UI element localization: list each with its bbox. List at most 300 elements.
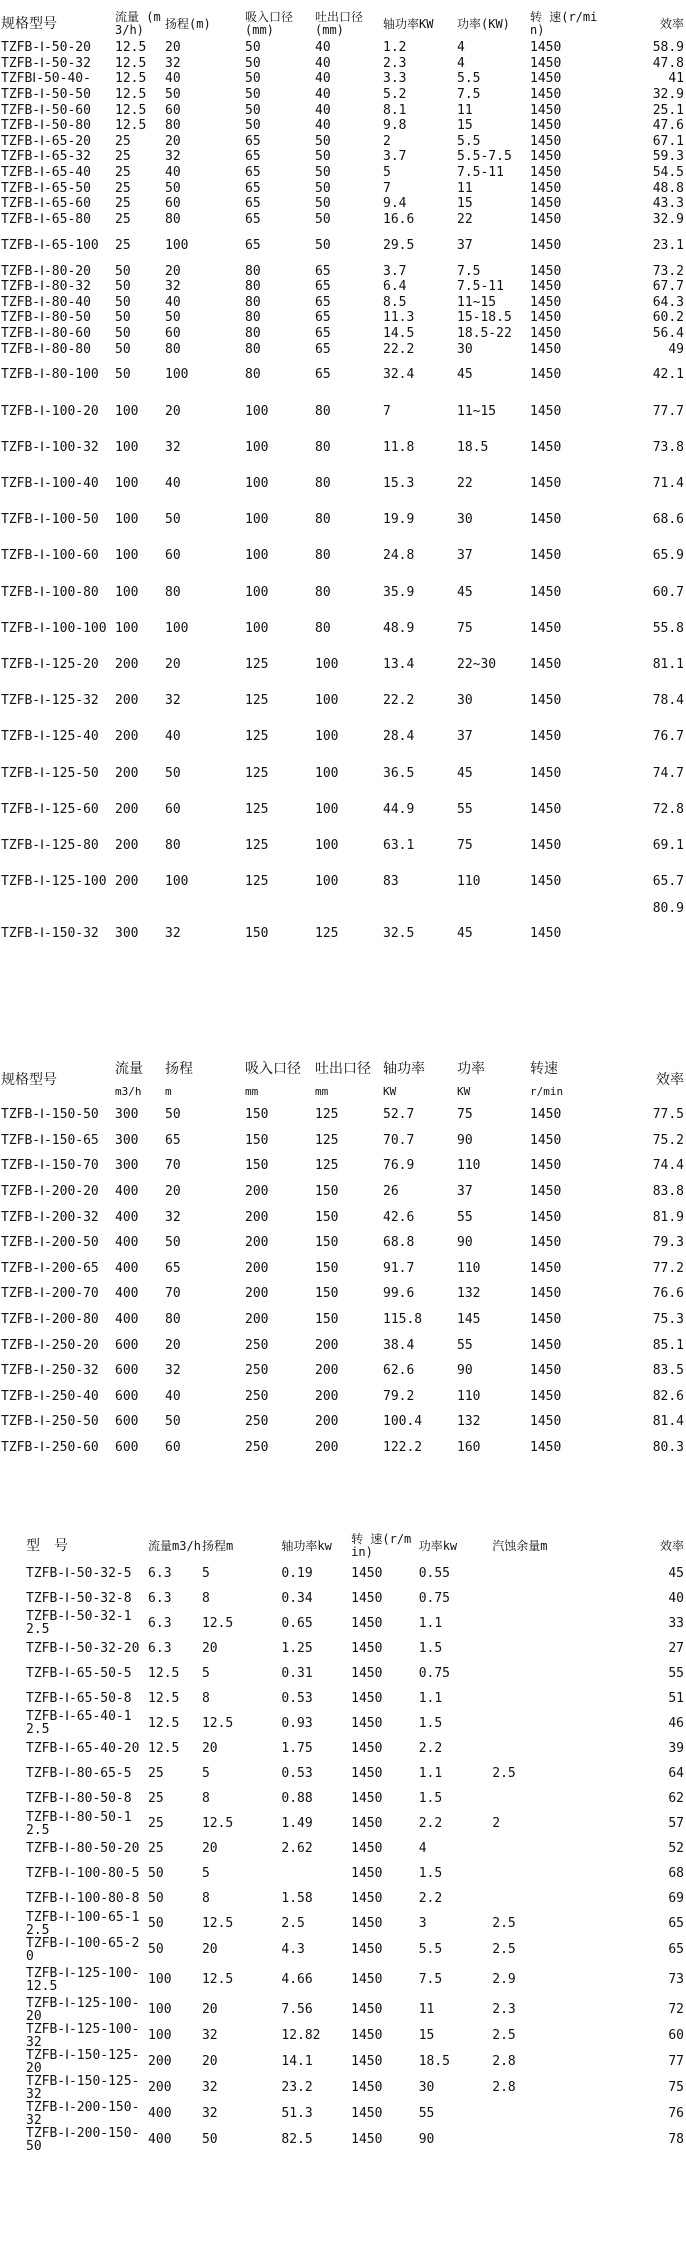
table-cell: 100 [148,2002,172,2018]
table-cell: TZFB-Ⅰ-150-65 [1,1132,99,1148]
table-cell: 20 [165,263,181,279]
table-row [0,1636,686,1661]
table-cell: 110 [457,1158,481,1174]
table-cell: 11 [457,102,473,118]
table-cell: TZFB-Ⅰ-150-70 [1,1158,99,1174]
table-cell [491,2101,564,2127]
header-flow: 流量 [115,1060,143,1077]
table-cell: 1450 [530,925,562,941]
table-cell: 65 [315,279,331,295]
table-cell: 0.31 [281,1665,313,1681]
table-cell: 32 [165,439,181,455]
table-cell: 57 [668,1816,684,1831]
table-cell: 83.8 [652,1184,684,1200]
table-cell: 50 [115,294,131,310]
table-cell: 4.3 [281,1942,305,1958]
table-cell: 3.3 [383,71,407,87]
table-cell: 150 [315,1235,339,1251]
table-cell: 90 [457,1132,473,1148]
table-cell: 1450 [530,279,562,295]
table-row [0,341,686,357]
table-cell: 2.9 [492,1972,516,1988]
header-head: 扬程 [165,1060,193,1077]
table-cell: 110 [457,1260,481,1276]
table-cell: 68.6 [652,512,684,528]
table-cell: 2.2 [418,1741,443,1757]
pump-spec-table-1 [0,8,686,949]
table-cell: TZFB-Ⅰ-50-60 [1,102,91,118]
table-cell: 12.5 [148,1715,180,1731]
table-row [0,1937,686,1963]
table-cell: 6.3 [148,1565,172,1581]
table-cell: TZFB-Ⅰ-50-32-5 [26,1565,132,1581]
table-cell: 24.8 [383,548,415,564]
table-cell: 115.8 [383,1312,423,1328]
table-row [0,2101,686,2127]
table-cell: 80 [245,310,261,326]
table-cell: 2.5 [492,1765,516,1781]
table-cell: 75 [457,1107,473,1123]
table-cell: 1450 [530,1388,562,1404]
table-cell: 52.7 [383,1107,415,1123]
table-cell: 200 [115,729,139,745]
table-cell: 100 [165,620,189,636]
table-cell: 200 [148,2080,172,2096]
table-cell: TZFB-Ⅰ-100-50 [1,512,99,528]
table-cell: 1450 [530,1363,562,1379]
header-head: 扬程(m) [165,16,211,31]
table-cell: 100 [315,656,339,672]
table-cell: 0.65 [281,1615,313,1631]
table-cell: 55 [457,801,473,817]
table-cell: 200 [115,874,139,890]
table-cell: 50 [165,765,181,781]
table-cell: 12.5 [115,55,147,71]
table-row [0,102,686,118]
table-cell: 16.6 [383,211,415,227]
table-cell: 1450 [530,149,562,165]
table-cell: 76.6 [652,1286,684,1302]
table-row [0,40,686,56]
table-cell: 50 [315,211,331,227]
header-inlet: 吸入口径 (mm) [245,10,294,37]
table-cell: 8 [201,1790,210,1806]
table-cell: 25 [115,133,131,149]
table-cell: 100 [148,2028,172,2044]
table-cell: 150 [315,1209,339,1225]
table-cell [491,1886,564,1911]
table-cell: 43.3 [652,196,684,212]
table-cell: TZFB-Ⅰ-250-50 [1,1414,99,1430]
table-cell: 600 [115,1388,139,1404]
table-cell: 40 [165,294,181,310]
table-cell [491,1786,564,1811]
table-cell: 76 [668,2106,684,2122]
table-cell: 125 [245,729,269,745]
table-cell: 400 [115,1209,139,1225]
table-cell: 200 [315,1388,339,1404]
table-cell: 132 [457,1414,481,1430]
table-cell: TZFB-Ⅰ-65-40-20 [26,1741,140,1757]
table-cell: TZFB-Ⅰ-100-65-20 [26,1936,140,1963]
table-cell: 50 [245,102,261,118]
table-cell: 62 [668,1790,684,1806]
table-cell: 50 [315,196,331,212]
table-cell: 12.5 [201,1972,234,1988]
table-cell: 50 [245,118,261,134]
table-cell: 80 [315,584,331,600]
table-cell: 20 [201,1942,218,1958]
table-cell: 1450 [530,325,562,341]
table-cell: 30 [418,2080,435,2096]
table-cell: 12.5 [148,1690,180,1706]
table-cell: 0.75 [418,1665,451,1681]
table-cell: 25 [148,1765,164,1781]
table-cell: 37 [457,548,473,564]
table-row [0,212,686,228]
header-power: 功率(KW) [457,16,510,31]
table-cell: 100 [115,620,139,636]
table-cell: 5 [201,1765,210,1781]
table-cell: 8.1 [383,102,407,118]
table-cell: 1.75 [281,1741,313,1757]
table-cell: 15 [418,2028,435,2044]
table-2-body [0,1058,686,1460]
table-cell: 1450 [530,294,562,310]
table-cell: 50 [115,263,131,279]
table-row [0,1230,686,1256]
table-cell: TZFBⅠ-50-40- [1,71,91,87]
table-cell: 65 [165,1260,181,1276]
table-cell: 1450 [351,2028,383,2044]
table-cell: 30 [457,693,473,709]
table-cell: 1.1 [418,1765,443,1781]
table-cell: 32 [201,2106,218,2122]
table-cell: 50 [315,237,331,253]
table-row [0,1686,686,1711]
table-cell: 80 [165,341,181,357]
table-cell: TZFB-Ⅰ-100-80 [1,584,99,600]
table-cell: 1450 [530,476,562,492]
table-cell: 91.7 [383,1260,415,1276]
table-cell: 250 [245,1363,269,1379]
table-cell: 67.1 [652,133,684,149]
table-cell: 50 [148,1866,164,1882]
table-cell: 50 [245,55,261,71]
header-model: 规格型号 [1,1071,57,1088]
table-cell: 600 [115,1414,139,1430]
table-row [0,1610,686,1636]
table-cell: 200 [315,1414,339,1430]
table-row [0,71,686,87]
table-cell: 50 [165,512,181,528]
table-cell: 100 [245,548,269,564]
table-cell: 20 [165,1337,181,1353]
table-cell: 2.2 [418,1816,443,1831]
table-cell: TZFB-Ⅰ-125-20 [1,656,99,672]
table-cell: 55.8 [652,620,684,636]
table-cell: 73.8 [652,439,684,455]
table-cell: 25 [115,211,131,227]
table-cell: 50 [315,133,331,149]
table-cell: 55 [457,1209,473,1225]
table-cell: 200 [115,656,139,672]
table-cell: 80 [315,476,331,492]
header-npsh: 汽蚀余量m [492,1538,548,1553]
table-cell: 32 [165,1209,181,1225]
table-cell: 40 [315,71,331,87]
table-cell: 80 [245,294,261,310]
table-cell: TZFB-Ⅰ-100-80-8 [26,1890,140,1906]
table-cell: TZFB-Ⅰ-80-100 [1,367,99,383]
table-cell: 81.9 [652,1209,684,1225]
table-cell: 50 [315,180,331,196]
table-row [0,1837,686,1862]
table-cell: TZFB-Ⅰ-125-80 [1,837,99,853]
table-cell: 18.5-22 [457,325,512,341]
table-cell: 80 [245,263,261,279]
table-cell: 1.49 [281,1816,313,1831]
table-cell: 0.75 [418,1590,451,1606]
table-row [0,827,686,863]
table-cell: 100 [115,476,139,492]
table-cell: 400 [148,2132,172,2148]
table-cell: 1450 [351,2132,383,2148]
table-cell: 200 [315,1337,339,1353]
table-cell: 13.4 [383,656,415,672]
table-cell: 400 [115,1184,139,1200]
table-cell: 200 [115,837,139,853]
table-cell: 30 [457,512,473,528]
table-header-row [0,8,686,40]
table-cell: TZFB-Ⅰ-100-100 [1,620,107,636]
table-cell: 20 [201,1841,218,1857]
table-cell: TZFB-Ⅰ-125-60 [1,801,99,817]
table-cell [529,900,607,918]
table-cell: 7.5-11 [457,279,504,295]
table-cell: 6.3 [148,1590,172,1606]
table-cell: 37 [457,237,473,253]
table-cell: 40 [315,40,331,56]
table-cell: 44.9 [383,801,415,817]
table-cell: 125 [315,1132,339,1148]
table-cell: TZFB-Ⅰ-65-32 [1,149,91,165]
table-cell: 1450 [530,1286,562,1302]
table-row [0,502,686,538]
table-cell: 150 [245,925,269,941]
table-cell [491,1736,564,1761]
table-cell: 1450 [351,1715,383,1731]
table-cell: 400 [148,2106,172,2122]
table-cell: 1450 [530,367,562,383]
table-cell: 15 [457,196,473,212]
table-cell: 55 [418,2106,435,2122]
table-cell: 15.3 [383,476,415,492]
table-row [0,1358,686,1384]
table-cell: 48.9 [383,620,415,636]
table-cell: 1450 [530,1312,562,1328]
table-cell: 12.5 [201,1615,234,1631]
table-cell: 400 [115,1286,139,1302]
table-cell: 0.55 [418,1565,451,1581]
table-cell: 1450 [530,1414,562,1430]
header-speed: 转 速(r/min) [351,1532,412,1559]
table-row [0,1997,686,2023]
table-cell: 1450 [351,1972,383,1988]
table-cell: 80 [245,367,261,383]
table-cell: TZFB-Ⅰ-200-70 [1,1286,99,1302]
table-cell: 64.3 [652,294,684,310]
table-cell [491,1710,564,1736]
table-cell: 32 [201,2080,218,2096]
table-cell: 25 [148,1841,164,1857]
table-cell: 1450 [530,1209,562,1225]
table-cell: 90 [457,1235,473,1251]
table-cell: 50 [201,2132,218,2148]
table-row [0,310,686,326]
table-cell: 2.8 [492,2054,516,2070]
table-cell: 30 [457,341,473,357]
table-cell: 12.5 [115,118,147,134]
table-cell: 100 [315,874,339,890]
table-cell: 90 [418,2132,435,2148]
table-cell: 125 [245,874,269,890]
table-cell: 1450 [530,656,562,672]
table-cell: 1450 [530,1440,562,1456]
table-cell: 600 [115,1440,139,1456]
table-cell: 1.5 [418,1715,443,1731]
table-cell: 79.3 [652,1235,684,1251]
table-row [0,2127,686,2153]
table-cell: 60 [165,548,181,564]
table-cell: 200 [245,1312,269,1328]
header-power: 功率kw [418,1538,458,1553]
table-cell: 1450 [530,548,562,564]
table-cell: 8 [201,1590,210,1606]
table-cell: 32 [165,149,181,165]
table-cell: 400 [115,1312,139,1328]
table-cell: 68.8 [383,1235,415,1251]
table-cell: TZFB-Ⅰ-250-32 [1,1363,99,1379]
table-cell: 400 [115,1235,139,1251]
table-row [0,1307,686,1333]
table-cell [244,900,314,918]
table-cell: 12.5 [201,1816,234,1831]
table-row [0,1786,686,1811]
header-shaft-power: 轴功率 [383,1060,425,1077]
table-cell: 150 [245,1107,269,1123]
table-cell: 50 [165,1414,181,1430]
table-cell: 65 [315,263,331,279]
table-cell: 3.7 [383,263,407,279]
table-cell: 50 [148,1890,164,1906]
table-cell: 12.5 [148,1741,180,1757]
table-cell: 2.5 [492,1916,516,1932]
table-cell: 7.5 [457,87,481,103]
table-cell: 11~15 [457,403,497,419]
table-cell: 1450 [530,801,562,817]
table-cell [382,900,456,918]
table-cell: 40 [668,1590,684,1606]
table-cell: 200 [245,1184,269,1200]
table-cell: 2.5 [492,2028,516,2044]
table-cell: 50 [115,310,131,326]
table-cell: 49 [668,341,684,357]
table-cell: 22~30 [457,656,497,672]
table-cell: 50 [165,180,181,196]
table-cell: 50 [245,40,261,56]
table-cell: 25 [148,1816,164,1831]
table-1-body [0,8,686,949]
table-cell: 1450 [530,729,562,745]
table-row [0,1409,686,1435]
table-cell: 1450 [530,439,562,455]
table-cell: 7.5 [457,263,481,279]
header-shaft-power: 轴功率kw [281,1538,332,1553]
table-cell: 60 [668,2028,684,2044]
table-cell: 79.2 [383,1388,415,1404]
table-cell: 160 [457,1440,481,1456]
table-cell: 125 [315,1158,339,1174]
table-cell: 132 [457,1286,481,1302]
table-cell: 1450 [351,1741,383,1757]
table-cell: 100 [115,512,139,528]
table-cell: TZFB-Ⅰ-100-32 [1,439,99,455]
table-cell: 80 [315,548,331,564]
table-cell: 6.4 [383,279,407,295]
table-cell: 45 [457,765,473,781]
table-cell: 55 [668,1665,684,1681]
table-cell: 400 [115,1260,139,1276]
table-cell: 47.6 [652,118,684,134]
table-cell: 99.6 [383,1286,415,1302]
table-cell: 77.2 [652,1260,684,1276]
table-row [0,918,686,949]
table-cell: 125 [315,925,339,941]
table-cell: 65 [315,367,331,383]
table-cell: 150 [315,1286,339,1302]
table-cell: 29.5 [383,237,415,253]
table-cell: 100 [315,765,339,781]
table-cell: 110 [457,874,481,890]
table-cell: 20 [201,1641,218,1657]
table-cell: 1450 [530,341,562,357]
table-cell: 85.1 [652,1337,684,1353]
table-cell: 80 [315,439,331,455]
table-cell: 47.8 [652,55,684,71]
table-cell: 62.6 [383,1363,415,1379]
table-cell: 35.9 [383,584,415,600]
table-cell: 14.1 [281,2054,313,2070]
table-cell: 12.5 [115,40,147,56]
table-cell: 25 [115,237,131,253]
table-cell: 78.4 [652,693,684,709]
table-cell: 80.3 [652,1440,684,1456]
table-cell: 100 [115,439,139,455]
table-cell: 2.3 [383,55,407,71]
table-cell: TZFB-Ⅰ-200-50 [1,1235,99,1251]
table-cell: 80 [245,341,261,357]
table-cell: 65 [245,237,261,253]
table-cell: 4 [418,1841,427,1857]
table-row [0,646,686,682]
table-cell: 38.4 [383,1337,415,1353]
table-cell: 12.5 [201,1715,234,1731]
table-cell: 60 [165,102,181,118]
table-cell: 33 [668,1615,684,1631]
table-row [0,1811,686,1837]
table-cell: 46 [668,1715,684,1731]
